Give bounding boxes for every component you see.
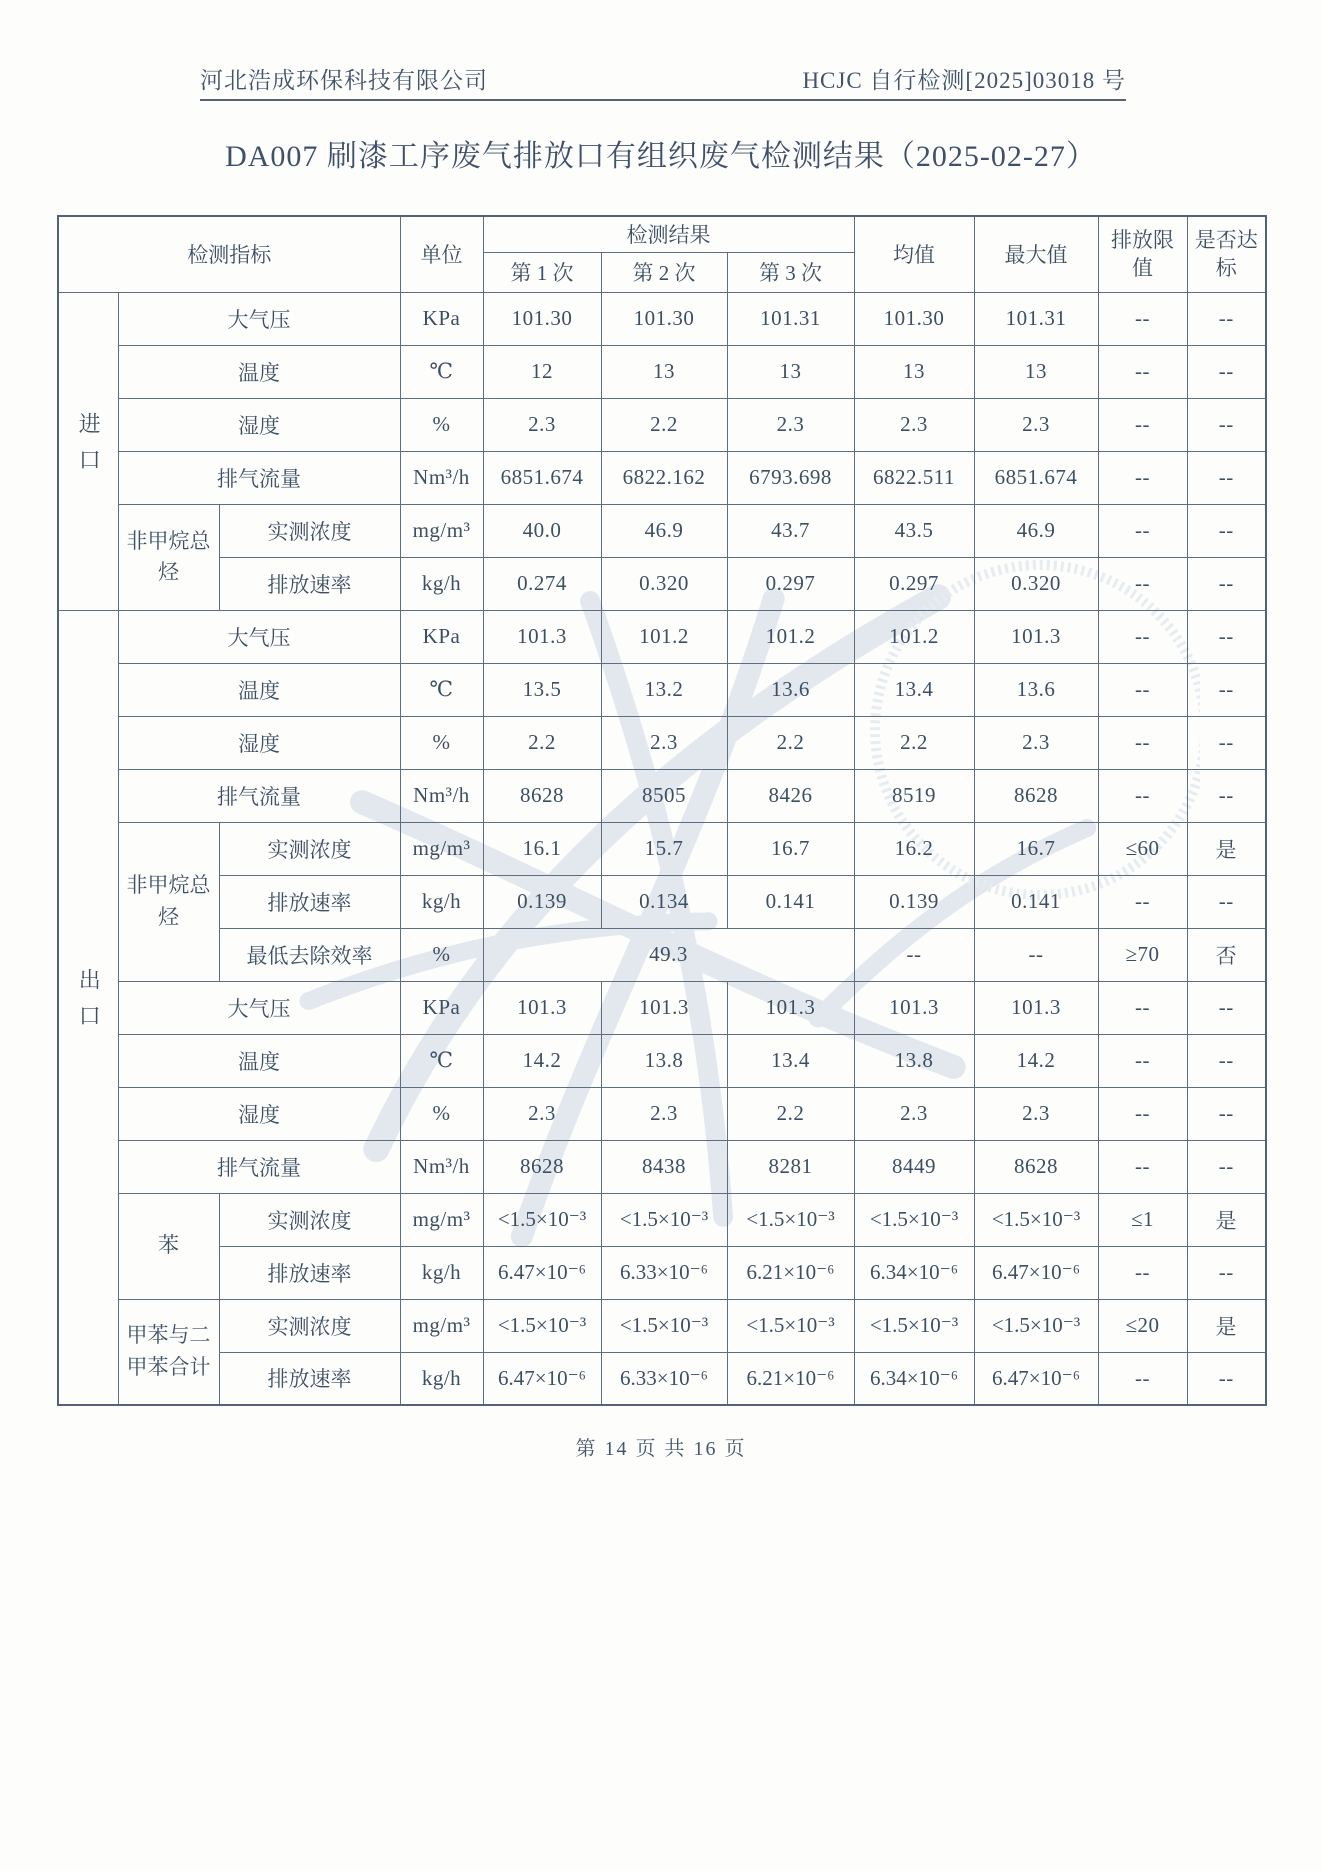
cell-mean: 101.30: [854, 292, 974, 345]
cell-max: 6.47×10⁻⁶: [974, 1246, 1098, 1299]
cell-run2: 8438: [601, 1140, 727, 1193]
cell-indicator: 实测浓度: [219, 504, 400, 557]
cell-indicator: 最低去除效率: [219, 928, 400, 981]
cell-run3: <1.5×10⁻³: [727, 1193, 854, 1246]
cell-limit: --: [1098, 504, 1187, 557]
cell-indicator: 排气流量: [118, 1140, 400, 1193]
cell-run1: 0.274: [483, 557, 601, 610]
cell-run1: 0.139: [483, 875, 601, 928]
cell-mean: 101.2: [854, 610, 974, 663]
cell-run2: 8505: [601, 769, 727, 822]
table-row: [58, 451, 1266, 504]
cell-run2: 6.33×10⁻⁶: [601, 1246, 727, 1299]
cell-max: 101.3: [974, 981, 1098, 1034]
cell-compliance: --: [1187, 981, 1266, 1034]
cell-limit: --: [1098, 716, 1187, 769]
cell-unit: %: [400, 398, 483, 451]
cell-indicator: 排放速率: [219, 1352, 400, 1405]
cell-run3: 6793.698: [727, 451, 854, 504]
cell-unit: %: [400, 928, 483, 981]
cell-mean: 0.139: [854, 875, 974, 928]
table-header-row: [58, 216, 1266, 252]
cell-run2: <1.5×10⁻³: [601, 1299, 727, 1352]
cell-run2: 2.3: [601, 716, 727, 769]
header-compliance: 是否达标: [1187, 216, 1266, 292]
cell-run3: 8281: [727, 1140, 854, 1193]
cell-mean: 8519: [854, 769, 974, 822]
pollutant-label: 甲苯与二甲苯合计: [118, 1299, 219, 1405]
table-row: [58, 875, 1266, 928]
cell-indicator: 大气压: [118, 292, 400, 345]
cell-compliance: --: [1187, 1352, 1266, 1405]
cell-compliance: --: [1187, 769, 1266, 822]
table-row: [58, 663, 1266, 716]
cell-run3: <1.5×10⁻³: [727, 1299, 854, 1352]
cell-run3: 101.2: [727, 610, 854, 663]
cell-compliance: --: [1187, 716, 1266, 769]
cell-mean: <1.5×10⁻³: [854, 1193, 974, 1246]
cell-mean: 13: [854, 345, 974, 398]
cell-max: 8628: [974, 1140, 1098, 1193]
cell-run3: 13.4: [727, 1034, 854, 1087]
cell-indicator: 实测浓度: [219, 822, 400, 875]
cell-run1: 2.3: [483, 398, 601, 451]
cell-max: 0.141: [974, 875, 1098, 928]
cell-run3: 2.2: [727, 1087, 854, 1140]
cell-run2: <1.5×10⁻³: [601, 1193, 727, 1246]
cell-compliance: --: [1187, 557, 1266, 610]
document-title: DA007 刷漆工序废气排放口有组织废气检测结果（2025-02-27）: [225, 140, 1097, 173]
table-row: [58, 1140, 1266, 1193]
cell-max: 2.3: [974, 716, 1098, 769]
header-indicator: 检测指标: [58, 216, 400, 292]
cell-max: 6.47×10⁻⁶: [974, 1352, 1098, 1405]
cell-compliance: --: [1187, 504, 1266, 557]
cell-indicator: 湿度: [118, 716, 400, 769]
cell-compliance: --: [1187, 398, 1266, 451]
cell-limit: --: [1098, 875, 1187, 928]
cell-run2: 101.2: [601, 610, 727, 663]
cell-unit: kg/h: [400, 1352, 483, 1405]
results-table-container: [57, 215, 1267, 1406]
cell-run1: 6851.674: [483, 451, 601, 504]
cell-limit: --: [1098, 981, 1187, 1034]
header-unit: 单位: [400, 216, 483, 292]
cell-unit: kg/h: [400, 1246, 483, 1299]
cell-max: 46.9: [974, 504, 1098, 557]
table-row: [58, 769, 1266, 822]
cell-unit: ℃: [400, 1034, 483, 1087]
cell-indicator: 实测浓度: [219, 1193, 400, 1246]
cell-run1: 16.1: [483, 822, 601, 875]
cell-mean: 8449: [854, 1140, 974, 1193]
header-result-group: 检测结果: [483, 216, 854, 252]
table-row: [58, 981, 1266, 1034]
cell-compliance: --: [1187, 663, 1266, 716]
cell-mean: 2.3: [854, 398, 974, 451]
cell-run3: 13.6: [727, 663, 854, 716]
cell-limit: --: [1098, 1034, 1187, 1087]
cell-indicator: 实测浓度: [219, 1299, 400, 1352]
cell-compliance: --: [1187, 451, 1266, 504]
cell-mean: 2.2: [854, 716, 974, 769]
cell-limit: ≤60: [1098, 822, 1187, 875]
cell-run3: 6.21×10⁻⁶: [727, 1246, 854, 1299]
cell-max: 6851.674: [974, 451, 1098, 504]
cell-limit: --: [1098, 769, 1187, 822]
cell-compliance: --: [1187, 1246, 1266, 1299]
cell-unit: %: [400, 716, 483, 769]
cell-run3: 43.7: [727, 504, 854, 557]
cell-indicator: 排放速率: [219, 1246, 400, 1299]
cell-run2: 6822.162: [601, 451, 727, 504]
table-row: [58, 1034, 1266, 1087]
cell-limit: --: [1098, 451, 1187, 504]
cell-max: 13.6: [974, 663, 1098, 716]
cell-run2: 6.33×10⁻⁶: [601, 1352, 727, 1405]
cell-run-span: 49.3: [483, 928, 854, 981]
cell-run1: <1.5×10⁻³: [483, 1193, 601, 1246]
cell-unit: Nm³/h: [400, 451, 483, 504]
cell-limit: --: [1098, 610, 1187, 663]
cell-unit: %: [400, 1087, 483, 1140]
table-row: [58, 292, 1266, 345]
cell-limit: --: [1098, 1140, 1187, 1193]
cell-indicator: 温度: [118, 1034, 400, 1087]
cell-mean: 16.2: [854, 822, 974, 875]
cell-unit: mg/m³: [400, 822, 483, 875]
cell-run2: 13.2: [601, 663, 727, 716]
cell-run1: 101.3: [483, 981, 601, 1034]
cell-run3: 101.3: [727, 981, 854, 1034]
cell-run3: 0.297: [727, 557, 854, 610]
company-name: 河北浩成环保科技有限公司: [200, 68, 488, 93]
table-row: [58, 504, 1266, 557]
cell-compliance: --: [1187, 875, 1266, 928]
cell-run3: 13: [727, 345, 854, 398]
table-row: [58, 1193, 1266, 1246]
cell-max: 0.320: [974, 557, 1098, 610]
cell-max: 101.31: [974, 292, 1098, 345]
pollutant-label: 非甲烷总烃: [118, 822, 219, 981]
header-mean: 均值: [854, 216, 974, 292]
table-row: [58, 928, 1266, 981]
cell-run2: 101.30: [601, 292, 727, 345]
cell-max: 13: [974, 345, 1098, 398]
cell-run1: <1.5×10⁻³: [483, 1299, 601, 1352]
cell-limit: --: [1098, 345, 1187, 398]
cell-limit: ≤1: [1098, 1193, 1187, 1246]
table-row: [58, 822, 1266, 875]
cell-max: 8628: [974, 769, 1098, 822]
cell-run1: 13.5: [483, 663, 601, 716]
cell-compliance: --: [1187, 1087, 1266, 1140]
cell-compliance: --: [1187, 1140, 1266, 1193]
table-row: [58, 1299, 1266, 1352]
cell-max: 2.3: [974, 1087, 1098, 1140]
cell-run2: 13.8: [601, 1034, 727, 1087]
cell-compliance: 否: [1187, 928, 1266, 981]
table-row: [58, 1087, 1266, 1140]
cell-unit: kg/h: [400, 875, 483, 928]
cell-mean: 13.8: [854, 1034, 974, 1087]
cell-max: --: [974, 928, 1098, 981]
cell-unit: ℃: [400, 345, 483, 398]
report-number: HCJC 自行检测[2025]03018 号: [802, 68, 1126, 93]
pollutant-label: 苯: [118, 1193, 219, 1299]
cell-unit: KPa: [400, 981, 483, 1034]
cell-indicator: 大气压: [118, 610, 400, 663]
cell-run3: 6.21×10⁻⁶: [727, 1352, 854, 1405]
section-label-text: 进口: [76, 412, 102, 484]
header-rule: [200, 99, 1126, 101]
cell-compliance: --: [1187, 610, 1266, 663]
cell-max: 2.3: [974, 398, 1098, 451]
cell-run3: 101.31: [727, 292, 854, 345]
cell-run1: 101.30: [483, 292, 601, 345]
cell-mean: --: [854, 928, 974, 981]
cell-run3: 2.3: [727, 398, 854, 451]
cell-mean: 2.3: [854, 1087, 974, 1140]
cell-run1: 2.2: [483, 716, 601, 769]
section-label-inlet: [58, 292, 118, 610]
header-max: 最大值: [974, 216, 1098, 292]
cell-limit: ≤20: [1098, 1299, 1187, 1352]
cell-indicator: 排放速率: [219, 875, 400, 928]
cell-mean: 6822.511: [854, 451, 974, 504]
section-label-outlet: [58, 610, 118, 1405]
cell-run3: 16.7: [727, 822, 854, 875]
document-header: [200, 62, 1126, 95]
cell-unit: KPa: [400, 292, 483, 345]
cell-limit: --: [1098, 292, 1187, 345]
cell-run1: 6.47×10⁻⁶: [483, 1352, 601, 1405]
cell-run1: 40.0: [483, 504, 601, 557]
results-table: [57, 215, 1267, 1406]
cell-indicator: 温度: [118, 663, 400, 716]
cell-max: 101.3: [974, 610, 1098, 663]
cell-unit: KPa: [400, 610, 483, 663]
cell-mean: 6.34×10⁻⁶: [854, 1352, 974, 1405]
cell-mean: 6.34×10⁻⁶: [854, 1246, 974, 1299]
cell-max: 14.2: [974, 1034, 1098, 1087]
cell-unit: mg/m³: [400, 504, 483, 557]
header-limit: 排放限值: [1098, 216, 1187, 292]
cell-unit: kg/h: [400, 557, 483, 610]
cell-limit: ≥70: [1098, 928, 1187, 981]
cell-run3: 8426: [727, 769, 854, 822]
cell-run2: 101.3: [601, 981, 727, 1034]
table-row: [58, 610, 1266, 663]
cell-run1: 6.47×10⁻⁶: [483, 1246, 601, 1299]
cell-run2: 0.320: [601, 557, 727, 610]
cell-run2: 2.2: [601, 398, 727, 451]
cell-indicator: 排放速率: [219, 557, 400, 610]
cell-unit: ℃: [400, 663, 483, 716]
cell-run1: 12: [483, 345, 601, 398]
table-row: [58, 1246, 1266, 1299]
cell-mean: 101.3: [854, 981, 974, 1034]
cell-compliance: --: [1187, 292, 1266, 345]
table-row: [58, 1352, 1266, 1405]
cell-compliance: 是: [1187, 1193, 1266, 1246]
cell-indicator: 排气流量: [118, 769, 400, 822]
cell-run1: 2.3: [483, 1087, 601, 1140]
cell-unit: mg/m³: [400, 1193, 483, 1246]
table-row: [58, 716, 1266, 769]
cell-run3: 0.141: [727, 875, 854, 928]
cell-mean: 13.4: [854, 663, 974, 716]
cell-max: <1.5×10⁻³: [974, 1193, 1098, 1246]
table-row: [58, 345, 1266, 398]
page-footer: 第 14 页 共 16 页: [575, 1438, 747, 1460]
cell-compliance: 是: [1187, 1299, 1266, 1352]
cell-compliance: --: [1187, 1034, 1266, 1087]
table-row: [58, 398, 1266, 451]
cell-run2: 0.134: [601, 875, 727, 928]
table-row: [58, 557, 1266, 610]
cell-limit: --: [1098, 663, 1187, 716]
section-label-text: 出口: [76, 968, 102, 1041]
cell-max: <1.5×10⁻³: [974, 1299, 1098, 1352]
cell-run2: 2.3: [601, 1087, 727, 1140]
cell-unit: mg/m³: [400, 1299, 483, 1352]
cell-compliance: 是: [1187, 822, 1266, 875]
pollutant-label: 非甲烷总烃: [118, 504, 219, 610]
cell-limit: --: [1098, 398, 1187, 451]
cell-run1: 14.2: [483, 1034, 601, 1087]
cell-run2: 15.7: [601, 822, 727, 875]
cell-mean: 43.5: [854, 504, 974, 557]
header-run3: 第 3 次: [727, 252, 854, 292]
cell-run2: 46.9: [601, 504, 727, 557]
cell-indicator: 排气流量: [118, 451, 400, 504]
cell-run1: 8628: [483, 1140, 601, 1193]
cell-run1: 8628: [483, 769, 601, 822]
cell-limit: --: [1098, 1087, 1187, 1140]
cell-compliance: --: [1187, 345, 1266, 398]
cell-max: 16.7: [974, 822, 1098, 875]
cell-mean: <1.5×10⁻³: [854, 1299, 974, 1352]
cell-limit: --: [1098, 557, 1187, 610]
cell-indicator: 温度: [118, 345, 400, 398]
cell-run2: 13: [601, 345, 727, 398]
cell-mean: 0.297: [854, 557, 974, 610]
cell-unit: Nm³/h: [400, 1140, 483, 1193]
cell-limit: --: [1098, 1246, 1187, 1299]
header-run2: 第 2 次: [601, 252, 727, 292]
cell-indicator: 湿度: [118, 1087, 400, 1140]
header-run1: 第 1 次: [483, 252, 601, 292]
cell-indicator: 大气压: [118, 981, 400, 1034]
cell-indicator: 湿度: [118, 398, 400, 451]
cell-limit: --: [1098, 1352, 1187, 1405]
cell-unit: Nm³/h: [400, 769, 483, 822]
cell-run3: 2.2: [727, 716, 854, 769]
cell-run1: 101.3: [483, 610, 601, 663]
